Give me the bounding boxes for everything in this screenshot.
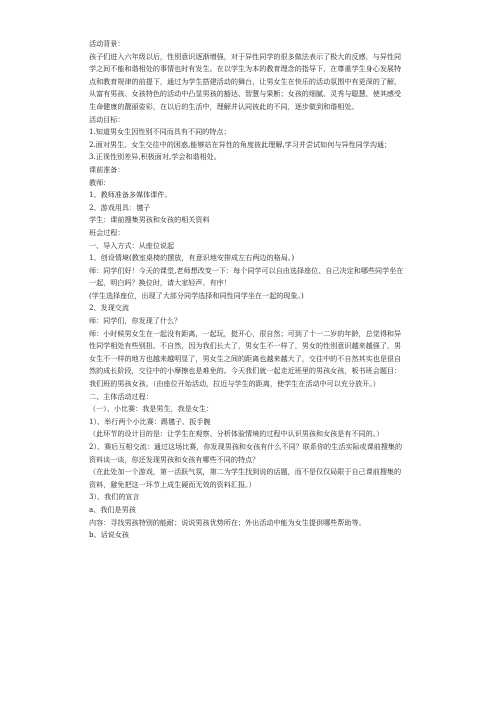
section-1-title: 一、导入方式：从座位说起 — [89, 240, 175, 250]
heading-goals: 活动目标： — [89, 114, 125, 124]
section-2-title: 二、主体活动过程： — [89, 391, 153, 401]
step-2-2: 2）、赛后互相交流：通过这场比赛，你发现男孩和女孩有什么不同？联系你的生活实际或课前搜集的资料谈一谈，你还发现男孩和女孩有哪些不同的特点？ — [89, 442, 403, 464]
step-2-1-note: （此环节的设计目的是：让学生在观察、分析体验情境的过程中认识男孩和女孩是有不同的。） — [89, 429, 384, 439]
goal-1: 1.知道男女生因性别不同而具有不同的特点； — [89, 127, 231, 137]
heading-background: 活动背景： — [89, 39, 125, 48]
prep-teacher-item-2: 2、游戏用具：毽子 — [89, 202, 151, 212]
step-2-1: 1）、举行两个小比赛：踢毽子、扳手腕 — [89, 416, 211, 426]
step-2-3: 3）、我们的宣言 — [89, 492, 140, 502]
item-a-content: 内容：寻找男孩特别的能耐；说说男孩优势所在；外出活动中能为女生提供哪些帮助等。 — [89, 517, 366, 527]
document-body — [89, 38, 406, 542]
heading-preparation: 课前准备： — [89, 164, 125, 174]
step-1-2: 2、发现交流 — [89, 303, 129, 313]
paragraph-background: 孩子们进入六年级以后，性别意识逐渐增强，对于异性同学的很多做法表示了极大的反感，与异性同学之间不能和谐相处的事情也时有发生。在以学生为本的教育理念的指导下，在尊重学生身心发展特点和教育规律的前提下，通过为学生搭建活动的舞台，让男女生在快乐的活动氛围中有更深的了解，从富有男孩、女孩特色的活动中凸显男孩的豁达、智慧与果断；女孩的细腻、灵秀与聪慧，使其感受生命健康的靓丽姿彩，在以后的生活中，理解并认同彼此的不同，逐步做到和谐相处。 — [89, 51, 402, 111]
teacher-speech-1: 师：同学们好！今天的课堂,老师想改变一下：每个同学可以自由选择座位、自己决定和哪些同学坐在一起，明白吗？换位时，请大家轻声、有序！ — [89, 265, 404, 288]
student-observation: (学生选择座位，出现了大部分同学选择和同性同学坐在一起的现象。) — [89, 290, 304, 300]
goal-3: 3.正视性别差异,积极面对,学会和谐相处。 — [89, 152, 221, 162]
heading-process: 班会过程： — [89, 227, 125, 237]
prep-teacher-label: 教师： — [89, 177, 111, 187]
goal-2: 2.面对男生、女生交往中的困惑,能够站在异性的角度彼此理解,学习并尝试如何与异性同学沟通； — [89, 139, 392, 149]
subsection-1-title: （一）、小比赛：我是男生，我是女生： — [89, 404, 214, 414]
prep-student: 学生：课前搜集男孩和女孩的相关资料 — [89, 215, 210, 225]
item-b: b、话说女孩 — [89, 530, 130, 540]
step-1-1: 1、创设情境(教室桌椅的摆放，有意识地安排成左右两边的格局。) — [89, 253, 295, 263]
item-a: a、我们是男孩 — [89, 504, 136, 514]
prep-teacher-item-1: 1、教师准备多媒体课件。 — [89, 190, 172, 200]
teacher-question: 师：同学们，你发现了什么？ — [89, 316, 182, 326]
step-2-2-note: （在此处加一个游戏，第一活跃气氛，第二为学生找到说的话题，而不是仅仅局限于自己课前搜集的资料，避免把这一环节上成生硬而无效的资料汇报。） — [89, 467, 402, 489]
teacher-speech-2: 师：小时候男女生在一起没有距离，一起玩，挺开心，很自然；可到了十一二岁的年龄，总觉得和异性同学相处有些别扭、不自然，因为我们长大了，男女生不一样了，男女的性别意识越来越强了，男女生不一样的地方也越来越明显了，男女生之间的距离也越来越大了，交往中的不自然其实也是很自然的成长阶段，交往中的小摩擦也是难免的。今天我们就一起走近班里的男孩女孩，板书班会题目：我们班的男孩女孩。（由座位开始活动，拉近与学生的距离，使学生在活动中可以充分放开。） — [89, 328, 402, 389]
